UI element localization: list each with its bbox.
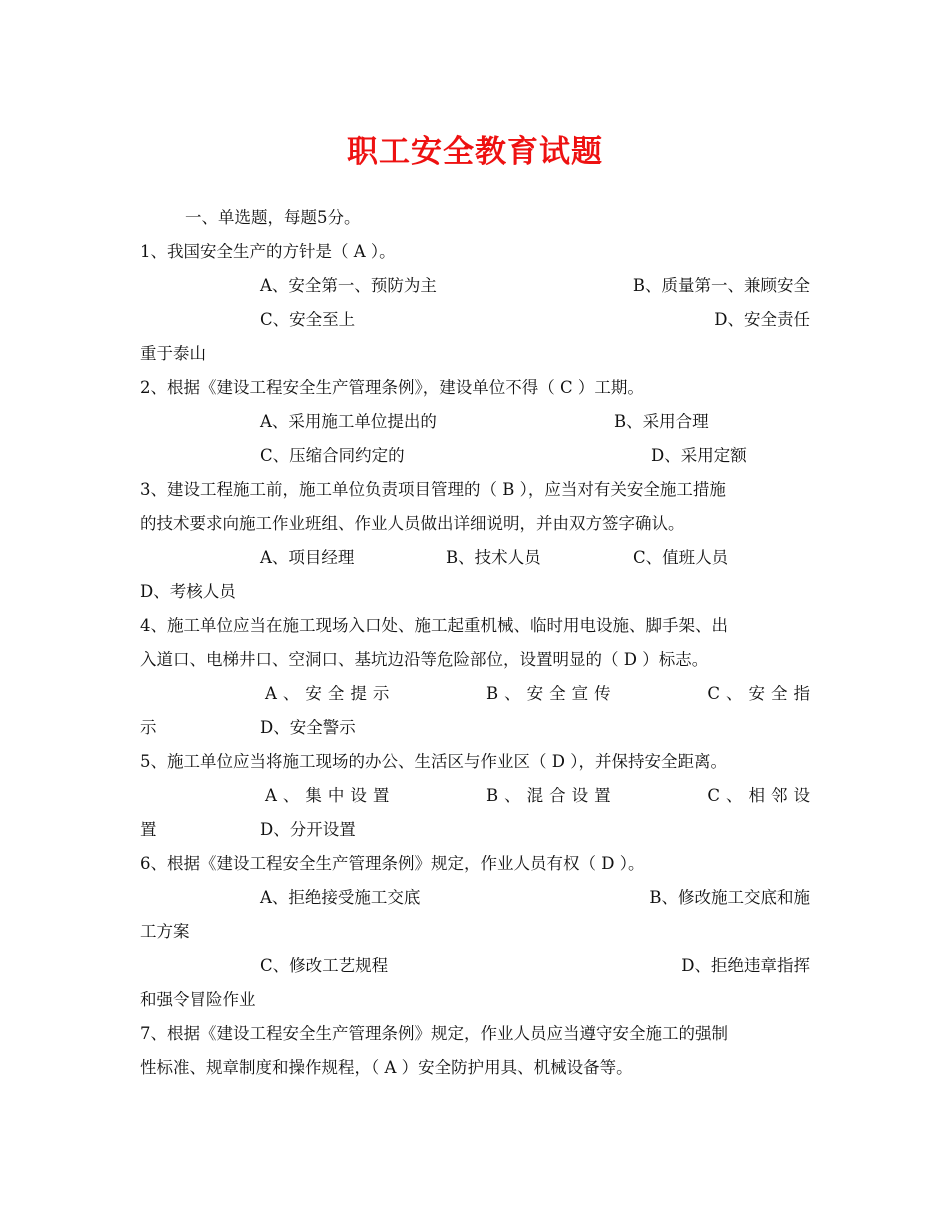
question-2-option-c: C、压缩合同约定的 — [260, 446, 405, 465]
question-6-option-d: D、拒绝违章指挥 — [681, 956, 810, 975]
question-5-option-c: C、相邻设 — [707, 786, 816, 805]
question-7-stem-line-1: 7、根据《建设工程安全生产管理条例》规定，作业人员应当遵守安全施工的强制 — [140, 1024, 728, 1043]
question-6-option-a: A、拒绝接受施工交底 — [260, 888, 421, 907]
question-6-options-row-2 — [140, 949, 810, 983]
question-2-options-row-1 — [140, 405, 810, 439]
question-5-option-c-wrap: 置 — [140, 820, 157, 839]
question-4-stem-line-1: 4、施工单位应当在施工现场入口处、施工起重机械、临时用电设施、脚手架、出 — [140, 616, 728, 635]
question-1-option-d: D、安全责任 — [714, 310, 810, 329]
question-2-options-row-2 — [140, 439, 810, 473]
question-2-option-a: A、采用施工单位提出的 — [260, 412, 437, 431]
question-3-option-d: D、考核人员 — [140, 582, 236, 601]
question-2-option-b: B、采用合理 — [614, 412, 709, 431]
question-4-option-c: C、安全指 — [707, 684, 816, 703]
question-3-option-c: C、值班人员 — [633, 548, 729, 567]
question-4-option-c-wrap: 示 — [140, 718, 157, 737]
question-6-stem: 6、根据《建设工程安全生产管理条例》规定，作业人员有权（ D ）。 — [140, 854, 645, 873]
question-4-option-b: B、安全宣传 — [486, 684, 617, 703]
page-title: 职工安全教育试题 — [347, 134, 603, 170]
question-7-stem-line-2: 性标准、规章制度和操作规程，（ A ）安全防护用具、机械设备等。 — [140, 1058, 633, 1077]
question-6-option-d-wrap: 和强令冒险作业 — [140, 990, 256, 1009]
question-4-options-row-2 — [140, 711, 810, 745]
question-6-option-b: B、修改施工交底和施 — [649, 888, 810, 907]
question-2-option-d: D、采用定额 — [651, 446, 747, 465]
question-4-option-a: A、安全提示 — [265, 684, 396, 703]
question-1-stem: 1、我国安全生产的方针是（ A ）。 — [140, 242, 396, 261]
question-6-options-row-1 — [140, 881, 810, 915]
question-1-options-row-2 — [140, 303, 810, 337]
question-4-option-d: D、安全警示 — [260, 718, 356, 737]
question-3-stem-line-2: 的技术要求向施工作业班组、作业人员做出详细说明，并由双方签字确认。 — [140, 514, 685, 533]
question-5-option-b: B、混合设置 — [486, 786, 617, 805]
question-1-option-a: A、安全第一、预防为主 — [260, 276, 437, 295]
question-3-option-b: B、技术人员 — [446, 548, 541, 567]
section-heading: 一、单选题，每题5分。 — [185, 208, 361, 227]
question-1-option-b: B、质量第一、兼顾安全 — [632, 276, 810, 295]
question-5-options-row-2 — [140, 813, 810, 847]
question-5-option-a: A、集中设置 — [265, 786, 396, 805]
question-2-stem: 2、根据《建设工程安全生产管理条例》，建设单位不得（ C ）工期。 — [140, 378, 644, 397]
question-5-option-d: D、分开设置 — [260, 820, 356, 839]
question-5-stem: 5、施工单位应当将施工现场的办公、生活区与作业区（ D ），并保持安全距离。 — [140, 752, 727, 771]
question-1-options-row-1 — [140, 269, 810, 303]
question-4-stem-line-2: 入道口、电梯井口、空洞口、基坑边沿等危险部位，设置明显的（ D ）标志。 — [140, 650, 709, 669]
question-5-options-row — [140, 779, 816, 813]
question-3-stem-line-1: 3、建设工程施工前，施工单位负责项目管理的（ B ），应当对有关安全施工措施 — [140, 480, 726, 499]
question-1-option-c: C、安全至上 — [260, 310, 356, 329]
question-3-option-a: A、项目经理 — [260, 548, 355, 567]
question-4-options-row — [140, 677, 816, 711]
question-3-options-row — [140, 541, 810, 575]
question-6-option-b-wrap: 工方案 — [140, 922, 190, 941]
question-1-option-d-wrap: 重于泰山 — [140, 344, 206, 363]
question-6-option-c: C、修改工艺规程 — [260, 956, 389, 975]
